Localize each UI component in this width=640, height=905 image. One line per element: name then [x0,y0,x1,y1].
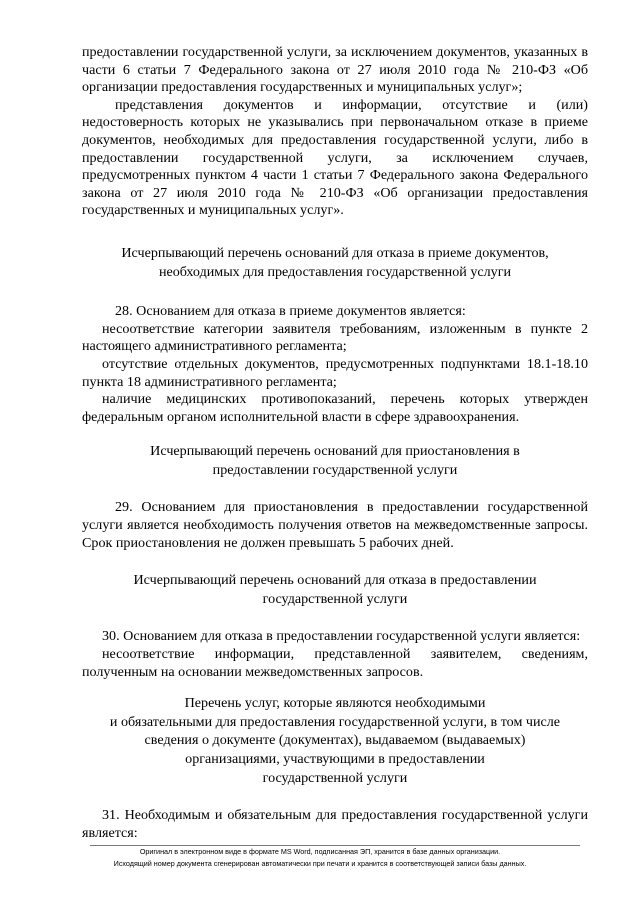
heading-line: сведения о документе (документах), выдаваемом (выдаваемых) [144,732,526,749]
paragraph-29: 29. Основанием для приостановления в предоставлении государственной услуги является необходимость получения ответов на межведомственные запросы. Срок приостановления не должен превышать 5 рабочих дней. [82,499,588,551]
footer-line: Оригинал в электронном виде в формате MS Word, подписанная ЭП, хранится в базе данных организации. [139,847,501,856]
section-heading-refuse-docs [82,244,588,281]
list-item: наличие медицинских противопоказаний, перечень которых утвержден федеральным органом исполнительной власти в сфере здравоохранения. [82,391,588,425]
paragraph-31: 31. Необходимым и обязательным для предоставления государственной услуги является: [82,807,588,841]
paragraph-continuation-2: представления документов и информации, отсутствие и (или) недостоверность которых не указывались при первоначальном отказе в приеме документов, необходимых для предоставления государственной услуги, либо в предоставлении государственной услуги, за исключением случаев, предусмотренных пунктом 4 части 1 статьи 7 Федерального закона Федерального закона от 27 июля 2010 года № 210-ФЗ «Об организации предоставления государственных и муниципальных услуг». [82,96,588,219]
heading-line: Перечень услуг, которые являются необходимыми [184,695,486,712]
section-heading-suspend [82,442,588,479]
heading-line: Исчерпывающий перечень оснований для отказа в приеме документов, [121,244,549,261]
section-heading-refuse-service [82,571,588,608]
section-heading-required-services [82,694,588,787]
heading-line: необходимых для предоставления государственной услуги [158,263,512,280]
heading-line: организациями, участвующими в предоставлении [185,751,485,767]
paragraph-30: 30. Основанием для отказа в предоставлении государственной услуги является: [102,628,581,645]
list-item: отсутствие отдельных документов, предусмотренных подпунктами 18.1-18.10 пункта 18 административного регламента; [82,355,588,390]
paragraph-continuation-1: предоставлении государственной услуги, за исключением документов, указанных в части 6 статьи 7 Федерального закона от 27 июля 2010 года № 210-ФЗ «Об организации предоставления государственных и муниципальных услуг»; [82,44,588,96]
document-body [82,44,588,842]
heading-line: предоставлении государственной услуги [212,461,458,478]
footer-line: Исходящий номер документа сгенерирован автоматически при печати и хранится в соответствующей записи базы данных. [113,859,527,868]
list-item: несоответствие категории заявителя требованиям, изложенным в пункте 2 настоящего административного регламента; [82,320,588,355]
heading-line: и обязательными для предоставления государственной услуги, в том числе [109,713,561,730]
heading-line: Исчерпывающий перечень оснований для отказа в предоставлении [133,572,537,589]
paragraph-28: 28. Основанием для отказа в приеме документов является: [115,303,466,320]
heading-line: Исчерпывающий перечень оснований для приостановления в [150,443,520,460]
list-item: несоответствие информации, представленной заявителем, сведениям, полученным на основании межведомственных запросов. [82,646,588,680]
page-footer [0,846,640,870]
heading-line: государственной услуги [262,769,408,786]
heading-line: государственной услуги [262,590,408,607]
